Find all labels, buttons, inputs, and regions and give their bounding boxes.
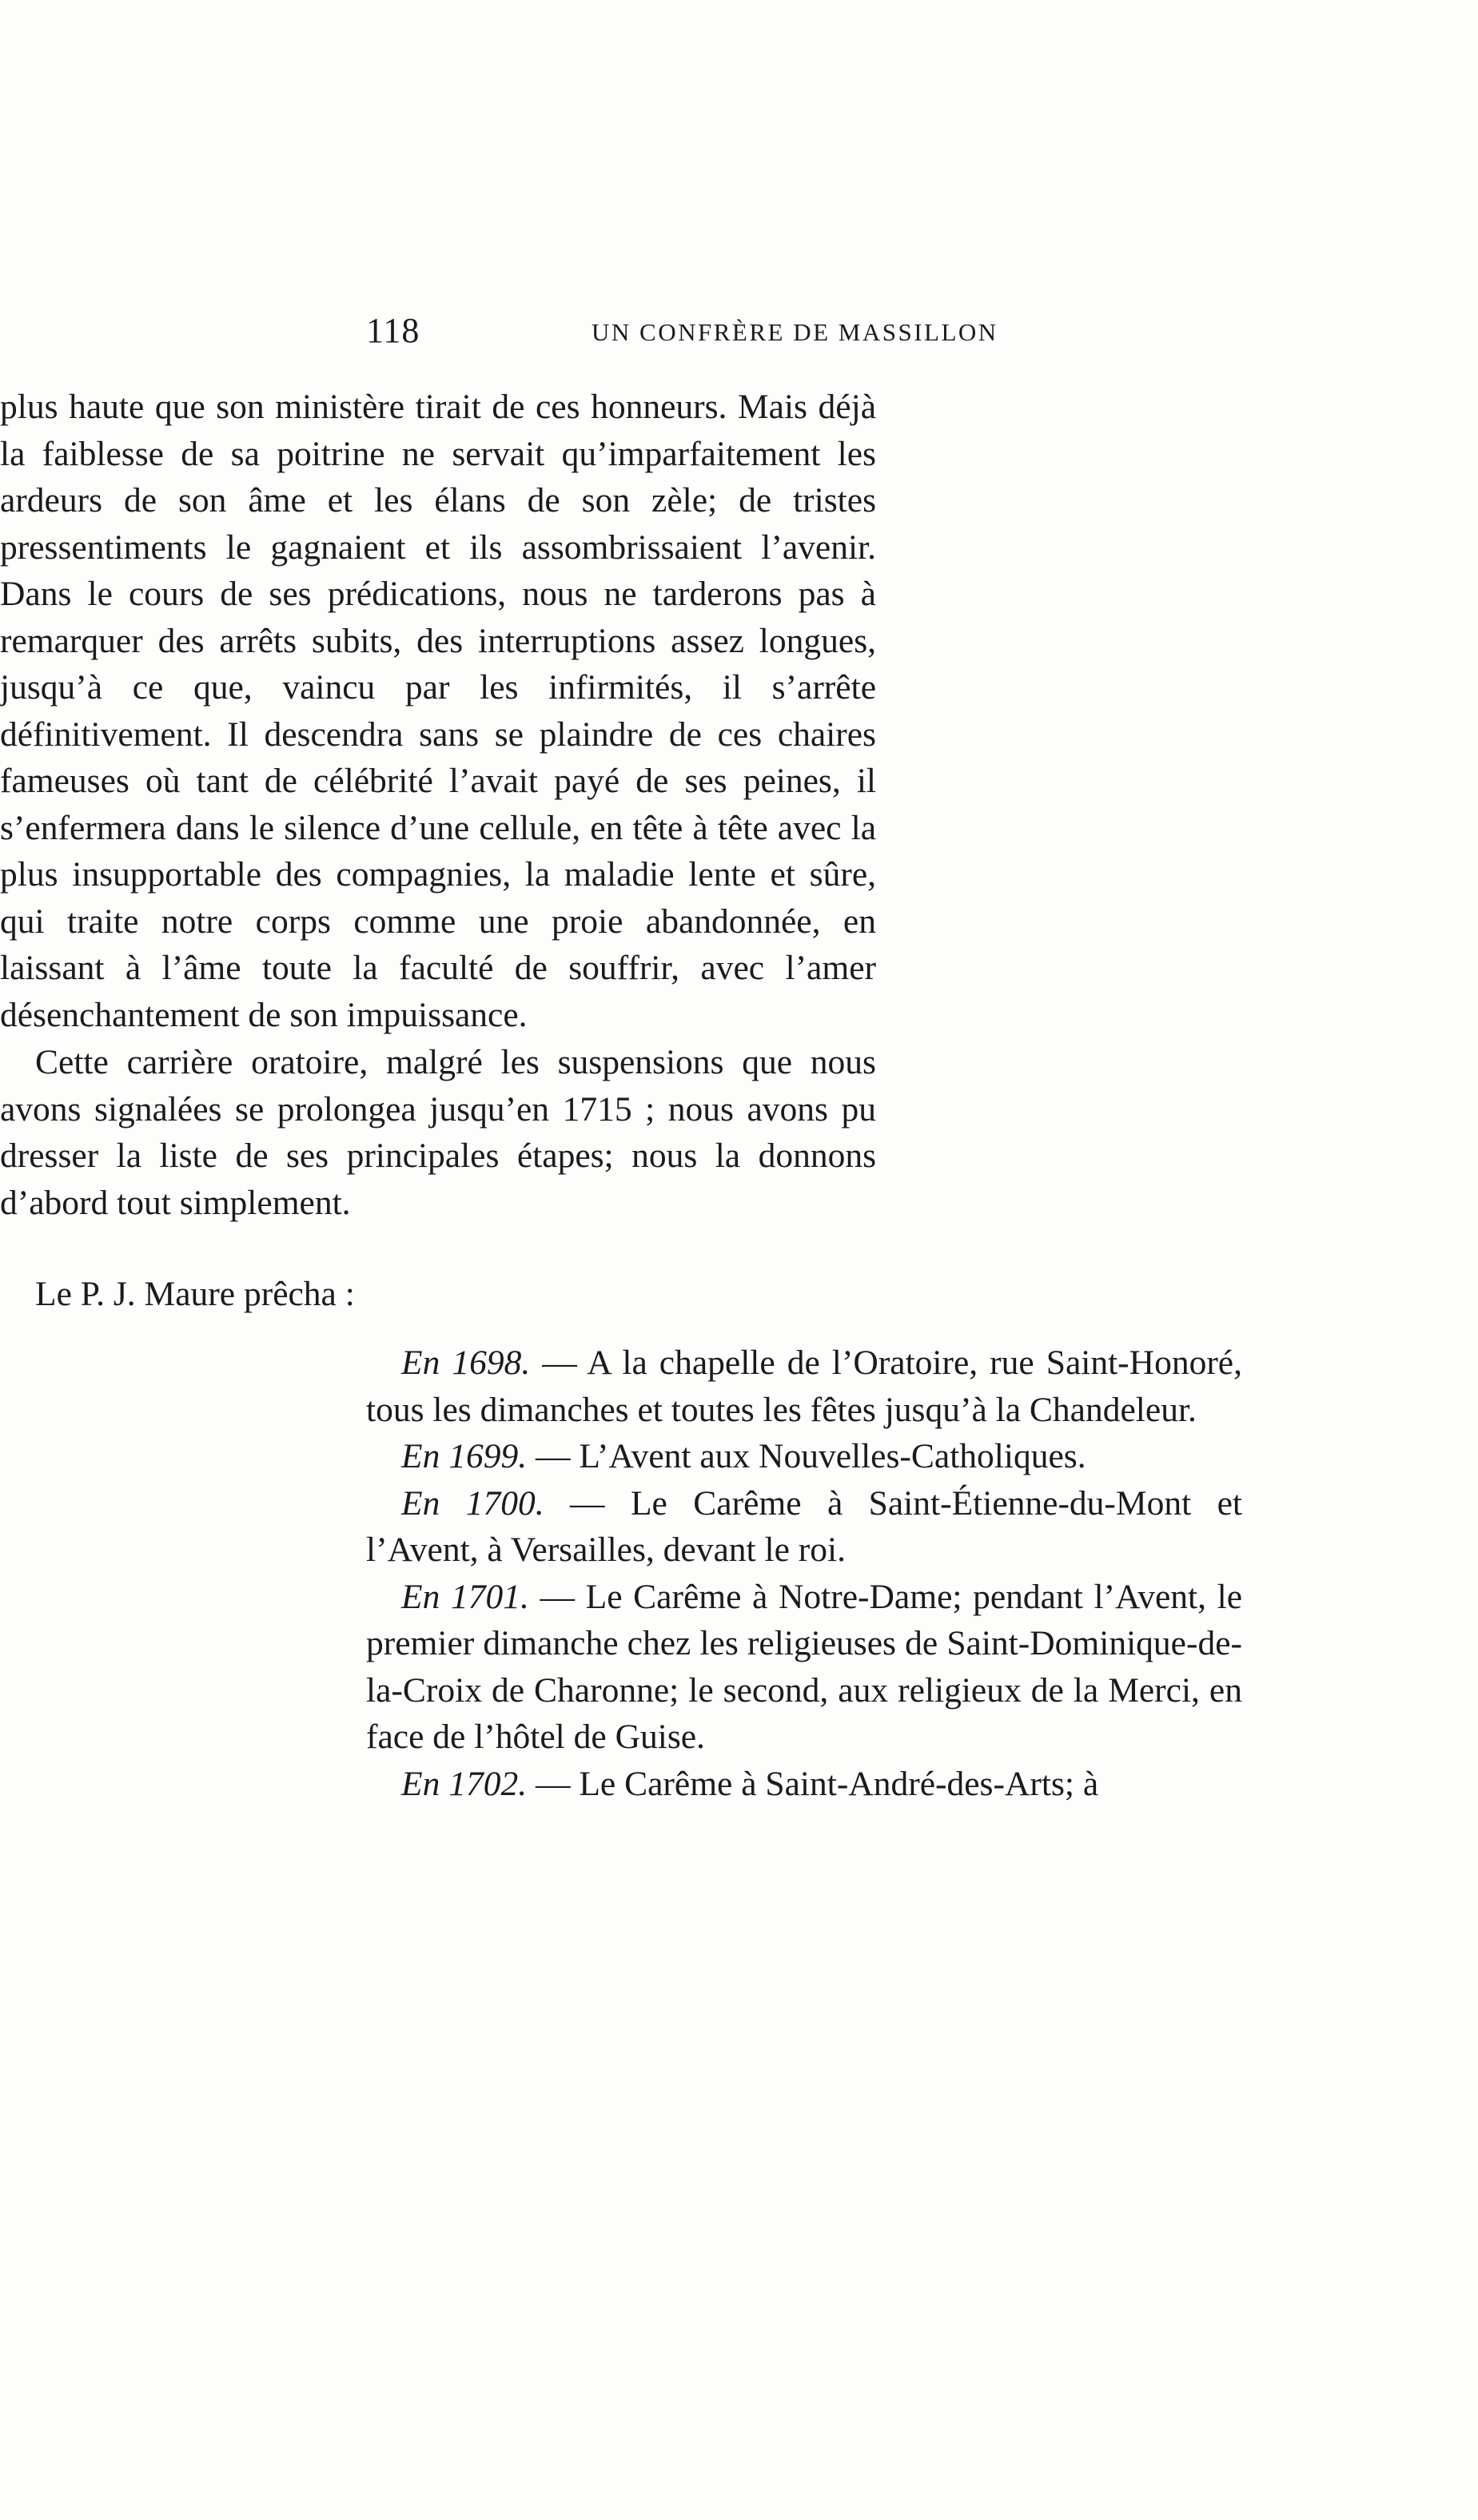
entry-year: En 1700. bbox=[401, 1483, 544, 1523]
entry-year: En 1698. bbox=[401, 1344, 531, 1382]
page-number: 118 bbox=[366, 311, 420, 350]
list-item bbox=[366, 1574, 1242, 1761]
entry-text: — L’Avent aux Nouvelles-Catholiques. bbox=[527, 1437, 1086, 1475]
entry-year: En 1701. bbox=[401, 1577, 529, 1616]
page-header bbox=[366, 310, 1245, 358]
entry-text: — Le Carême à Saint-Étienne-du-Mont et l’Avent, à Versailles, devant le roi. bbox=[366, 1483, 1242, 1569]
sermon-list bbox=[366, 1340, 1242, 1807]
entry-year: En 1702. bbox=[401, 1764, 528, 1803]
list-item bbox=[366, 1480, 1242, 1574]
entry-year: En 1699. bbox=[401, 1437, 528, 1475]
list-item bbox=[366, 1340, 1242, 1433]
entry-text: — Le Carême à Notre-Dame; pendant l’Avent, le premier dimanche chez les religieuses de Saint-Dominique-de-la-Croix de Charonne; le second, aux religieux de la Merci, en face de l’hôtel de Guise. bbox=[366, 1577, 1242, 1756]
paragraph-intro-list: Le P. J. Maure prêcha : bbox=[35, 1275, 355, 1313]
list-item bbox=[366, 1433, 1242, 1480]
paragraph-ministry: plus haute que son ministère tirait de ces honneurs. Mais déjà la faiblesse de sa poitrine ne servait qu’imparfaitement les ardeurs de son âme et les élans de son zèle; de tristes pressentiments le gagnaient et ils assombrissaient l’avenir. Dans le cours de ses prédications, nous ne tarderons pas à remarquer des arrêts subits, des interruptions assez longues, jusqu’à ce que, vaincu par les infirmités, il s’arrête définitivement. Il descendra sans se plaindre de ces chaires fameuses où tant de célébrité l’avait payé de ses peines, il s’enfermera dans le silence d’une cellule, en tête à tête avec la plus insupportable des compagnies, la maladie lente et sûre, qui traite notre corps comme une proie abandonnée, en laissant à l’âme toute la faculté de souffrir, avec l’amer désenchantement de son impuissance. bbox=[0, 388, 876, 1034]
entry-text: — Le Carême à Saint-André-des-Arts; à bbox=[527, 1764, 1099, 1803]
list-item bbox=[366, 1761, 1242, 1808]
paragraph-career: Cette carrière oratoire, malgré les suspensions que nous avons signalées se prolongea jusqu’en 1715 ; nous avons pu dresser la liste de ses principales étapes; nous la donnons d’abord tout simplement. bbox=[0, 1043, 876, 1222]
running-title: UN CONFRÈRE DE MASSILLON bbox=[592, 318, 998, 346]
entry-text: — A la chapelle de l’Oratoire, rue Saint-Honoré, tous les dimanches et toutes les fêtes jusqu’à la Chandeleur. bbox=[366, 1344, 1242, 1429]
